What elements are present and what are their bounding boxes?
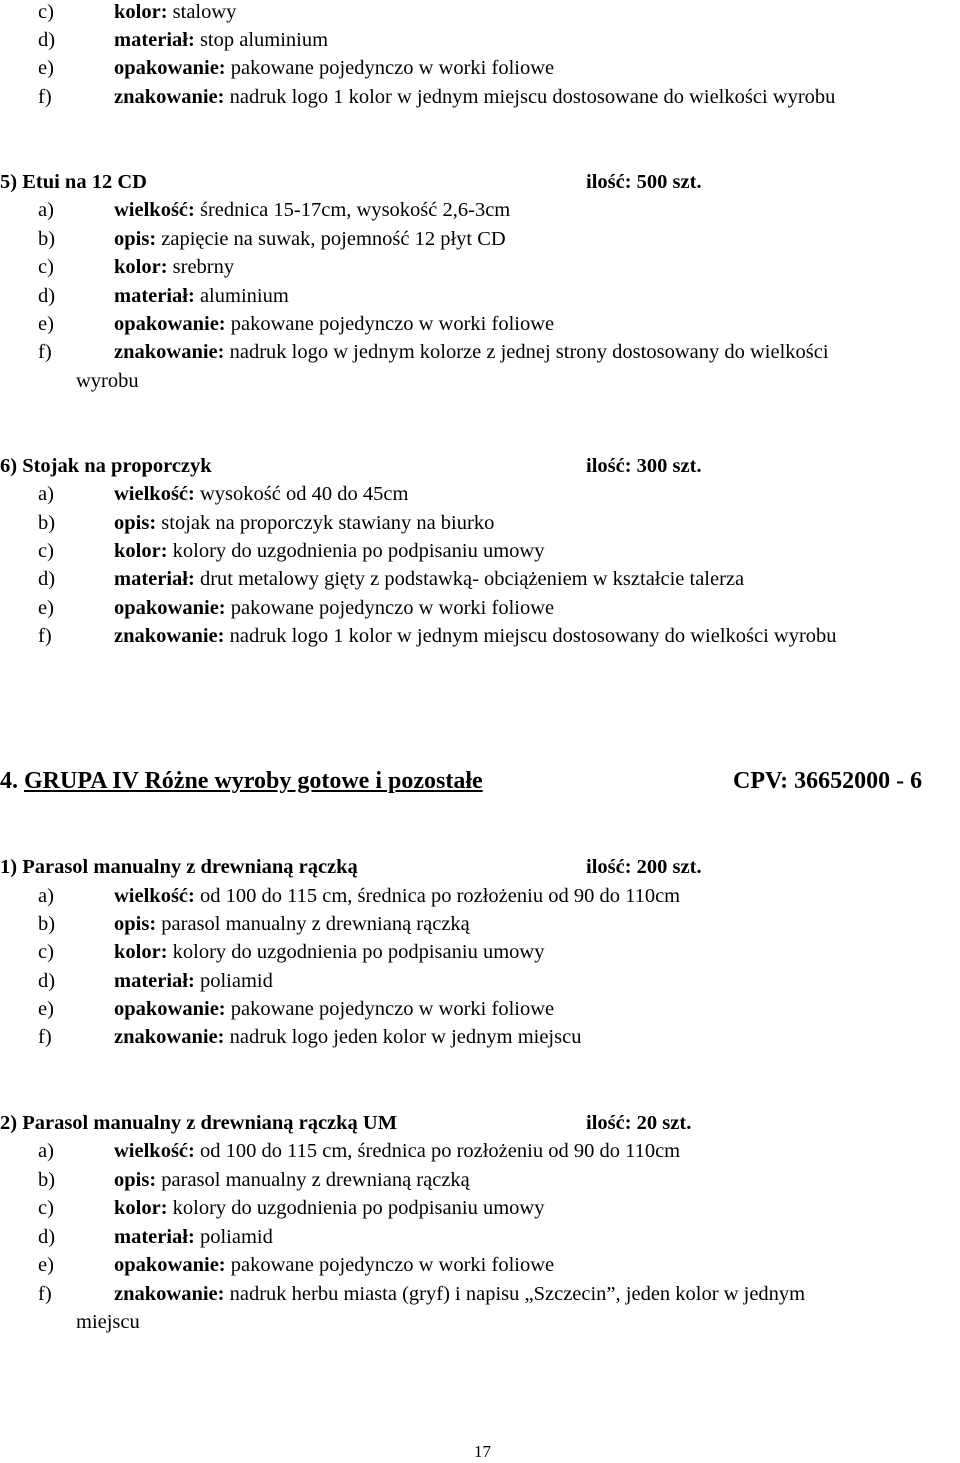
- spec-key: znakowanie:: [114, 341, 225, 363]
- item-title: 6) Stojak na proporczyk: [0, 455, 212, 477]
- group-number: 4.: [0, 768, 24, 794]
- spec-key: materiał:: [114, 970, 195, 992]
- spec-line-znakowanie: [38, 1025, 582, 1049]
- spec-key: opis:: [114, 228, 157, 250]
- spec-value: nadruk logo w jednym kolorze z jednej strony dostosowany do wielkości: [224, 341, 829, 363]
- spec-value: kolory do uzgodnienia po podpisaniu umowy: [167, 941, 545, 963]
- group-heading: [0, 766, 483, 796]
- spec-line-znakowanie: [38, 85, 836, 109]
- item-letter: e): [38, 313, 54, 335]
- spec-value: aluminium: [194, 285, 289, 307]
- spec-key: znakowanie:: [114, 86, 225, 108]
- item-letter: f): [38, 341, 52, 363]
- spec-value: od 100 do 115 cm, średnica po rozłożeniu od 90 do 110cm: [194, 885, 681, 907]
- item-letter: f): [38, 1026, 52, 1048]
- spec-key: wielkość:: [114, 483, 195, 505]
- spec-line-material: [38, 284, 289, 308]
- spec-value: kolory do uzgodnienia po podpisaniu umowy: [167, 540, 545, 562]
- spec-key: materiał:: [114, 1226, 195, 1248]
- spec-key: materiał:: [114, 29, 195, 51]
- item-quantity: ilość: 500 szt.: [586, 171, 702, 193]
- spec-line-opakowanie: [38, 56, 555, 80]
- spec-key: materiał:: [114, 285, 195, 307]
- item-letter: f): [38, 86, 52, 108]
- spec-value: drut metalowy gięty z podstawką- obciążeniem w kształcie talerza: [194, 568, 745, 590]
- spec-line-wielkosc: [38, 884, 681, 908]
- spec-value: parasol manualny z drewnianą rączką: [156, 913, 470, 935]
- spec-value: pakowane pojedynczo w worki foliowe: [225, 597, 555, 619]
- item-letter: a): [38, 483, 54, 505]
- spec-key: znakowanie:: [114, 625, 225, 647]
- spec-line-opakowanie: [38, 1253, 555, 1277]
- spec-line-kolor: [38, 0, 237, 24]
- item-letter: a): [38, 199, 54, 221]
- spec-value: stojak na proporczyk stawiany na biurko: [156, 512, 495, 534]
- spec-key: opis:: [114, 913, 157, 935]
- spec-value: poliamid: [194, 970, 273, 992]
- spec-value: pakowane pojedynczo w worki foliowe: [225, 998, 555, 1020]
- spec-line-opis: [38, 1168, 470, 1192]
- spec-line-opakowanie: [38, 997, 555, 1021]
- spec-key: opis:: [114, 512, 157, 534]
- spec-key: wielkość:: [114, 199, 195, 221]
- item-letter: a): [38, 885, 54, 907]
- spec-line-opis: [38, 511, 495, 535]
- item-letter: e): [38, 1254, 54, 1276]
- spec-line-kolor: [38, 539, 545, 563]
- item-letter: b): [38, 512, 56, 534]
- spec-value: parasol manualny z drewnianą rączką: [156, 1169, 470, 1191]
- spec-line-material: [38, 567, 745, 591]
- spec-line-znakowanie: [38, 1282, 806, 1306]
- spec-value: pakowane pojedynczo w worki foliowe: [225, 57, 555, 79]
- item-quantity: ilość: 20 szt.: [586, 1112, 692, 1134]
- item-letter: d): [38, 1226, 56, 1248]
- item-title: 1) Parasol manualny z drewnianą rączką: [0, 856, 358, 878]
- spec-line-wielkosc: [38, 482, 409, 506]
- item-letter: f): [38, 1283, 52, 1305]
- spec-value: nadruk herbu miasta (gryf) i napisu „Szczecin”, jeden kolor w jednym: [224, 1283, 806, 1305]
- spec-line-opis: [38, 227, 506, 251]
- item-quantity: ilość: 200 szt.: [586, 856, 702, 878]
- spec-key: opakowanie:: [114, 313, 226, 335]
- spec-value: kolory do uzgodnienia po podpisaniu umowy: [167, 1197, 545, 1219]
- page-number: 17: [474, 1442, 491, 1461]
- spec-line-znakowanie: [38, 624, 837, 648]
- item-letter: b): [38, 228, 56, 250]
- item-letter: b): [38, 1169, 56, 1191]
- item-letter: b): [38, 913, 56, 935]
- item-letter: c): [38, 1, 54, 23]
- spec-value: srebrny: [167, 256, 235, 278]
- spec-value: średnica 15-17cm, wysokość 2,6-3cm: [194, 199, 511, 221]
- spec-key: opakowanie:: [114, 1254, 226, 1276]
- spec-value: nadruk logo 1 kolor w jednym miejscu dostosowany do wielkości wyrobu: [224, 625, 837, 647]
- spec-value-continuation: miejscu: [76, 1311, 140, 1333]
- spec-value: poliamid: [194, 1226, 273, 1248]
- item-letter: e): [38, 998, 54, 1020]
- spec-line-wielkosc: [38, 198, 511, 222]
- spec-line-znakowanie: [38, 340, 829, 364]
- spec-key: kolor:: [114, 941, 168, 963]
- spec-value: nadruk logo jeden kolor w jednym miejscu: [224, 1026, 582, 1048]
- group-title: GRUPA IV Różne wyroby gotowe i pozostałe: [24, 768, 483, 794]
- spec-key: opakowanie:: [114, 998, 226, 1020]
- spec-value: zapięcie na suwak, pojemność 12 płyt CD: [156, 228, 506, 250]
- spec-line-material: [38, 28, 329, 52]
- spec-line-material: [38, 969, 273, 993]
- item-letter: d): [38, 29, 56, 51]
- spec-key: opis:: [114, 1169, 157, 1191]
- item-letter: e): [38, 57, 54, 79]
- spec-value: stalowy: [167, 1, 237, 23]
- spec-key: kolor:: [114, 1, 168, 23]
- spec-line-kolor: [38, 940, 545, 964]
- item-letter: a): [38, 1140, 54, 1162]
- item-letter: f): [38, 625, 52, 647]
- spec-value: stop aluminium: [194, 29, 329, 51]
- spec-line-kolor: [38, 255, 235, 279]
- spec-value: nadruk logo 1 kolor w jednym miejscu dostosowane do wielkości wyrobu: [224, 86, 836, 108]
- spec-value: pakowane pojedynczo w worki foliowe: [225, 1254, 555, 1276]
- spec-line-wielkosc: [38, 1139, 681, 1163]
- spec-value-continuation: wyrobu: [76, 370, 139, 392]
- item-title: 2) Parasol manualny z drewnianą rączką UM: [0, 1112, 398, 1134]
- item-letter: e): [38, 597, 54, 619]
- item-title: 5) Etui na 12 CD: [0, 171, 147, 193]
- spec-key: kolor:: [114, 256, 168, 278]
- spec-key: znakowanie:: [114, 1026, 225, 1048]
- item-letter: c): [38, 256, 54, 278]
- spec-line-opakowanie: [38, 596, 555, 620]
- spec-key: opakowanie:: [114, 57, 226, 79]
- spec-key: kolor:: [114, 540, 168, 562]
- item-letter: d): [38, 568, 56, 590]
- spec-key: kolor:: [114, 1197, 168, 1219]
- spec-key: materiał:: [114, 568, 195, 590]
- spec-line-kolor: [38, 1196, 545, 1220]
- spec-value: od 100 do 115 cm, średnica po rozłożeniu od 90 do 110cm: [194, 1140, 681, 1162]
- spec-line-opis: [38, 912, 470, 936]
- spec-key: opakowanie:: [114, 597, 226, 619]
- item-letter: c): [38, 1197, 54, 1219]
- spec-key: znakowanie:: [114, 1283, 225, 1305]
- spec-line-material: [38, 1225, 273, 1249]
- spec-key: wielkość:: [114, 885, 195, 907]
- group-cpv: CPV: 36652000 - 6: [733, 768, 923, 794]
- item-letter: d): [38, 970, 56, 992]
- item-letter: c): [38, 540, 54, 562]
- item-quantity: ilość: 300 szt.: [586, 455, 702, 477]
- item-letter: d): [38, 285, 56, 307]
- item-letter: c): [38, 941, 54, 963]
- spec-value: wysokość od 40 do 45cm: [194, 483, 409, 505]
- spec-line-opakowanie: [38, 312, 555, 336]
- spec-value: pakowane pojedynczo w worki foliowe: [225, 313, 555, 335]
- spec-key: wielkość:: [114, 1140, 195, 1162]
